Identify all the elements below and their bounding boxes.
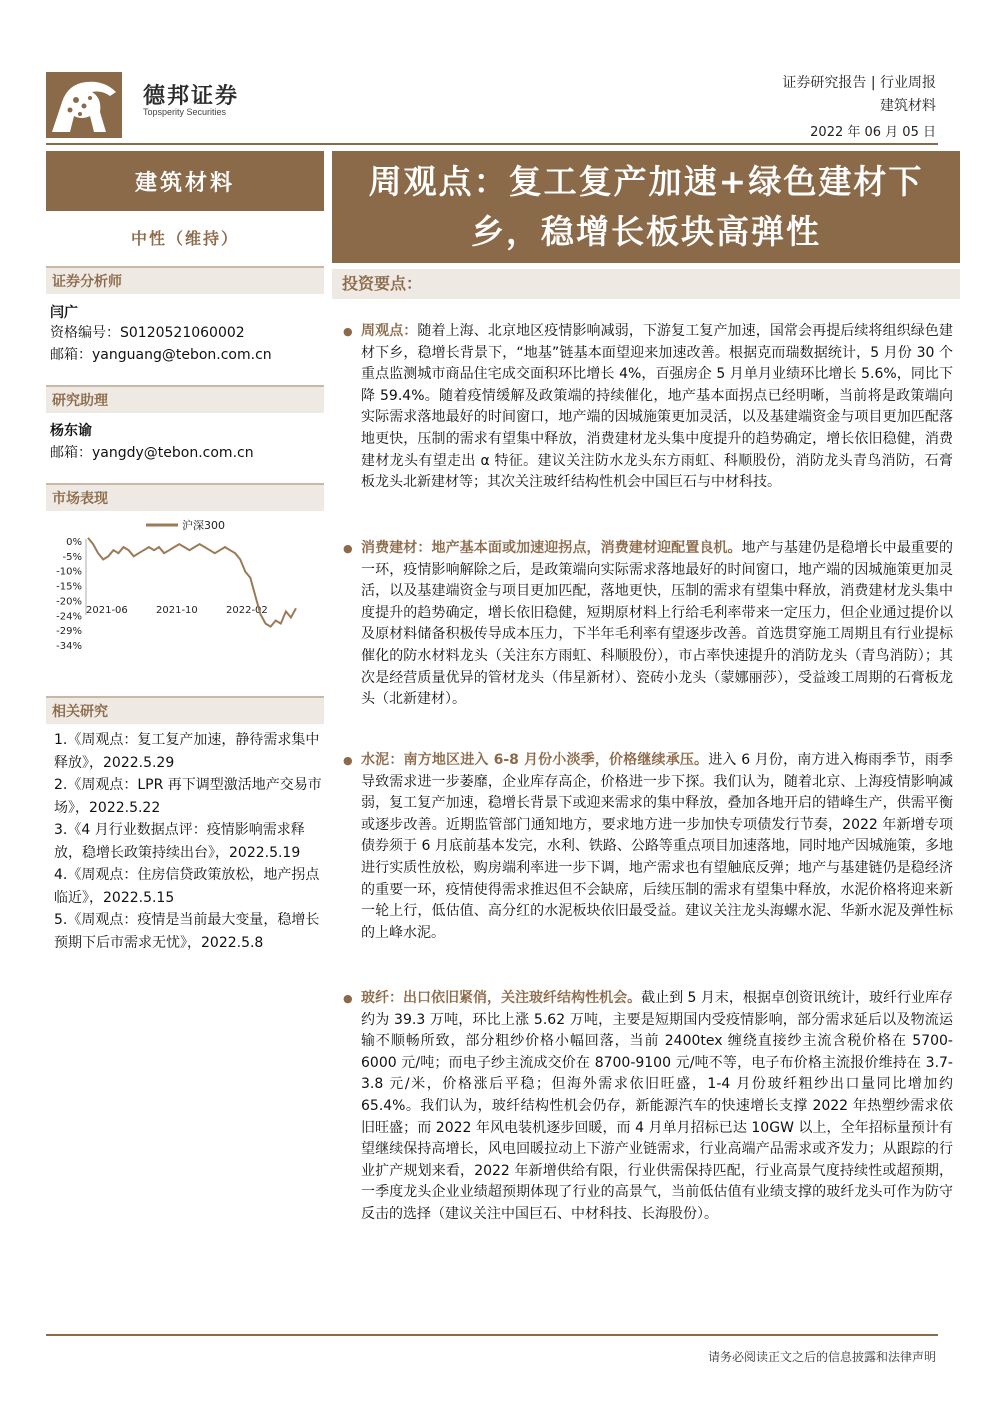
paragraph-lead: 玻纤：出口依旧紧俏，关注玻纤结构性机会。 bbox=[361, 990, 642, 1006]
bullet-icon: ● bbox=[343, 542, 353, 555]
bullet-icon: ● bbox=[343, 325, 353, 338]
industry-label: 建筑材料 bbox=[46, 151, 324, 211]
legend-label: 沪深300 bbox=[182, 519, 225, 532]
footer-divider bbox=[46, 1334, 938, 1336]
assistant-email: 邮箱：yangdy@tebon.com.cn bbox=[50, 445, 254, 461]
logo-subtext: Topsperity Securities bbox=[143, 107, 227, 117]
header-divider bbox=[46, 143, 938, 145]
logo-text: 德邦证券 bbox=[143, 84, 240, 109]
bullet-icon: ● bbox=[343, 754, 353, 767]
report-type: 证券研究报告 | 行业周报 bbox=[782, 75, 936, 91]
leopard-logo-icon bbox=[46, 72, 122, 138]
related-item[interactable]: 2.《周观点：LPR 再下调型激活地产交易市场》，2022.5.22 bbox=[54, 777, 322, 816]
related-item[interactable]: 3.《4 月行业数据点评：疫情影响需求释放，稳增长政策持续出台》，2022.5.19 bbox=[54, 822, 305, 861]
paragraph-lead: 水泥：南方地区进入 6-8 月份小淡季，价格继续承压。 bbox=[361, 752, 709, 768]
analyst-name: 闫广 bbox=[50, 305, 78, 321]
chart-x-tick: 2021-10 bbox=[156, 604, 198, 616]
paragraph-lead: 周观点： bbox=[361, 323, 418, 339]
key-points-head: 投资要点： bbox=[332, 269, 960, 299]
related-item[interactable]: 5.《周观点：疫情是当前最大变量，稳增长预期下后市需求无忧》，2022.5.8 bbox=[54, 912, 320, 951]
paragraph-glass-fiber bbox=[343, 988, 953, 1226]
market-chart bbox=[46, 515, 326, 655]
paragraph-cement bbox=[343, 750, 953, 944]
chart-y-tick: -34% bbox=[56, 641, 82, 652]
industry-tag: 建筑材料 bbox=[880, 98, 936, 114]
analyst-section-head: 证券分析师 bbox=[46, 266, 324, 294]
chart-x-tick: 2021-06 bbox=[86, 604, 128, 616]
rating-label: 中性（维持） bbox=[130, 229, 239, 248]
related-item[interactable]: 1.《周观点：复工复产加速，静待需求集中释放》，2022.5.29 bbox=[54, 732, 320, 771]
analyst-cert: 资格编号：S0120521060002 bbox=[50, 325, 245, 341]
related-section-head: 相关研究 bbox=[46, 696, 324, 724]
chart-y-tick: 0% bbox=[66, 537, 82, 548]
chart-x-tick: 2022-02 bbox=[226, 604, 268, 616]
market-section-head: 市场表现 bbox=[46, 483, 324, 511]
report-date: 2022 年 06 月 05 日 bbox=[810, 125, 936, 140]
bullet-icon: ● bbox=[343, 992, 353, 1005]
paragraph-text: 随着上海、北京地区疫情影响减弱，下游复工复产加速，国常会再提后续将组织绿色建材下乡，稳增长背景下，“地基”链基本面望迎来加速改善。根据克而瑞数据统计，5 月份 30 个重点监测城市商品住宅成交面积环比增长 4%，百强房企 5 月单月业绩环比增长 5.6%，同比下降 59.4%。随着疫情缓解及政策端的持续催化，地产基本面拐点已经明晰，当前将是政策端向实际需求落地最好的时间窗口，地产端的因城施策更加灵活，以及基建端资金与项目更加匹配落地更快，压制的需求有望集中释放，消费建材龙头集中度提升的趋势确定，增长依旧稳健，消费建材龙头有望走出 α 特征。建议关注防水龙头东方雨虹、科顺股份，消防龙头青鸟消防，石膏板龙头北新建材等；其次关注玻纤结构性机会中国巨石与中材科技。 bbox=[361, 323, 953, 491]
chart-y-tick: -29% bbox=[56, 626, 82, 638]
related-item[interactable]: 4.《周观点：住房信贷政策放松，地产拐点临近》，2022.5.15 bbox=[54, 867, 320, 906]
chart-y-tick: -15% bbox=[56, 581, 82, 593]
paragraph-text: 进入 6 月份，南方进入梅雨季节，雨季导致需求进一步萎靡，企业库存高企，价格进一步下探。我们认为，随着北京、上海疫情影响减弱，复工复产加速，稳增长背景下或迎来需求的集中释放，叠加各地开启的错峰生产，供需平衡或逐步改善。近期监管部门通知地方，要求地方进一步加快专项债发行节奏，2022 年新增专项债券须于 6 月底前基本发完，水利、铁路、公路等重点项目加速落地，同时地产因城施策，多地进行实质性放松，购房端利率进一步下调，地产需求也有望触底反弹；地产与基建链仍是稳经济的重要一环，疫情使得需求推迟但不会缺席，后续压制的需求有望集中释放，水泥价格将迎来新一轮上行，低估值、高分红的水泥板块依旧最受益。建议关注龙头海螺水泥、华新水泥及弹性标的上峰水泥。 bbox=[361, 752, 954, 941]
chart-y-tick: -5% bbox=[62, 551, 82, 563]
chart-y-tick: -10% bbox=[56, 566, 82, 578]
paragraph-text: 截止到 5 月末，根据卓创资讯统计，玻纤行业库存约为 39.3 万吨，环比上涨 5.62 万吨，主要是短期国内受疫情影响，部分需求延后以及物流运输不顺畅所致，部分粗纱价格小幅回落，当前 2400tex 缠绕直接纱主流含税价格在 5700-6000 元/吨；而电子纱主流成交价在 8700-9100 元/吨不等，电子布价格主流报价维持在 3.7-3.8 元/米，价格涨后平稳；但海外需求依旧旺盛，1-4 月份玻纤粗纱出口量同比增加约 65.4%。我们认为，玻纤结构性机会仍存，新能源汽车的快速增长支撑 2022 年热塑纱需求依旧旺盛；而 2022 年风电装机逐步回暖，而 4 月单月招标已达 10GW 以上，全年招标量预计有望继续保持高增长，风电回暖拉动上下游产业链需求，行业高端产品需求或齐发力；从跟踪的行业扩产规划来看，2022 年新增供给有限，行业供需保持匹配，行业高景气度持续性或超预期，一季度龙头企业业绩超预期体现了行业的高景气，当前低估值有业绩支撑的玻纤龙头可作为防守反击的选择（建议关注中国巨石、中材科技、长海股份）。 bbox=[361, 990, 953, 1222]
paragraph-consumer-materials bbox=[343, 538, 953, 711]
paragraph-text: 地产与基建仍是稳增长中最重要的一环，疫情影响解除之后，是政策端向实际需求落地最好的时间窗口，地产端的因城施策更加灵活，以及基建端资金与项目更加匹配，落地更快，压制的需求有望集中释放，消费建材龙头集中度提升的趋势确定，增长依旧稳健，短期原材料上行给毛利率带来一定压力，但企业通过提价以及原材料储备积极传导成本压力，下半年毛利率有望逐步改善。首选贯穿施工周期且有行业提标催化的防水材料龙头（关注东方雨虹、科顺股份），市占率快速提升的消防龙头（青鸟消防）；其次是经营质量优异的管材龙头（伟星新材）、瓷砖小龙头（蒙娜丽莎），受益竣工周期的石膏板龙头（北新建材）。 bbox=[361, 540, 954, 708]
related-research-list bbox=[54, 729, 326, 954]
paragraph-weekly-view bbox=[343, 321, 953, 494]
footer-disclaimer[interactable]: 请务必阅读正文之后的信息披露和法律声明 bbox=[707, 1350, 936, 1364]
analyst-email: 邮箱：yanguang@tebon.com.cn bbox=[50, 347, 272, 363]
assistant-name: 杨东谕 bbox=[50, 423, 92, 439]
paragraph-lead: 消费建材：地产基本面或加速迎拐点，消费建材迎配置良机。 bbox=[361, 540, 742, 556]
chart-y-tick: -24% bbox=[56, 611, 82, 623]
report-title: 周观点：复工复产加速+绿色建材下乡，稳增长板块高弹性 bbox=[332, 151, 960, 263]
assistant-section-head: 研究助理 bbox=[46, 385, 324, 413]
chart-y-tick: -20% bbox=[56, 596, 82, 608]
